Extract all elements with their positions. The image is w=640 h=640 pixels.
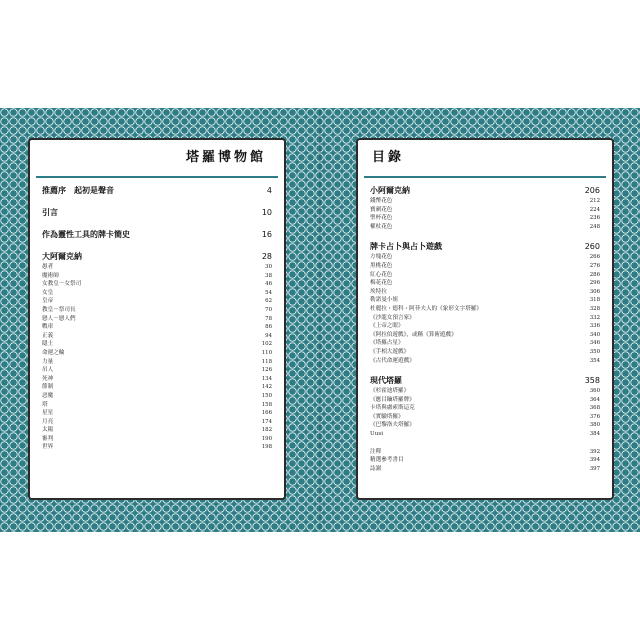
section-gap xyxy=(370,365,600,374)
toc-entry xyxy=(370,413,600,422)
entry-label: 《古代命運遊戲》 xyxy=(370,357,415,364)
entry-page-number: 150 xyxy=(261,392,272,399)
entry-page-number: 276 xyxy=(589,262,600,269)
entry-label: 審判 xyxy=(42,435,54,442)
toc-entry xyxy=(370,357,600,366)
toc-entry xyxy=(370,465,600,474)
toc-entry xyxy=(42,375,272,384)
entry-label: 戀人－戀人們 xyxy=(42,315,76,322)
section-page-number: 358 xyxy=(584,376,600,386)
toc-entry xyxy=(42,289,272,298)
section-label: 牌卡占卜與占卜遊戲 xyxy=(370,242,442,252)
toc-entry xyxy=(42,392,272,401)
book-gutter xyxy=(319,108,321,532)
entry-label: 紅心花色 xyxy=(370,271,393,278)
section-page-number: 28 xyxy=(261,252,272,261)
entry-label: 勒諾曼小姐 xyxy=(370,297,398,304)
entry-label: 寶劍花色 xyxy=(370,206,393,213)
entry-label: 誌謝 xyxy=(370,465,382,472)
entry-page-number: 46 xyxy=(265,281,272,288)
section-gap xyxy=(42,219,272,228)
entry-page-number: 364 xyxy=(589,396,600,403)
entry-page-number: 380 xyxy=(589,422,600,429)
entry-label: 《阿拉伯遊戲》，或稱《算術遊戲》 xyxy=(370,331,457,338)
toc-entry xyxy=(370,456,600,465)
entry-page-number: 110 xyxy=(261,349,272,356)
toc-section-heading xyxy=(42,250,272,263)
right-page xyxy=(356,138,614,500)
entry-page-number: 236 xyxy=(589,215,600,222)
section-page-number: 260 xyxy=(584,242,600,252)
entry-page-number: 354 xyxy=(589,357,600,364)
entry-page-number: 158 xyxy=(261,401,272,408)
toc-entry xyxy=(370,305,600,314)
entry-label: 《沙龍女預言家》 xyxy=(370,314,415,321)
toc-entry xyxy=(370,448,600,457)
entry-label: 注釋 xyxy=(370,448,382,455)
toc-entry xyxy=(42,323,272,332)
toc-section-heading xyxy=(370,374,600,387)
toc-entry xyxy=(42,315,272,324)
section-label: 大阿爾克納 xyxy=(42,252,82,261)
entry-label: 《巴黎洛夫塔羅》 xyxy=(370,422,415,429)
toc-entry xyxy=(42,426,272,435)
toc-entry xyxy=(370,223,600,232)
entry-label: 死神 xyxy=(42,375,54,382)
toc-entry xyxy=(42,332,272,341)
entry-page-number: 296 xyxy=(589,280,600,287)
entry-label: 聖杯花色 xyxy=(370,215,393,222)
toc-entry xyxy=(370,396,600,405)
toc-entry xyxy=(370,271,600,280)
toc-entry xyxy=(370,322,600,331)
page-title: 塔羅博物館 xyxy=(36,140,278,178)
entry-page-number: 248 xyxy=(589,223,600,230)
section-label: 引言 xyxy=(42,208,58,217)
entry-page-number: 392 xyxy=(589,448,600,455)
toc-entry xyxy=(370,430,600,439)
entry-label: 梅花花色 xyxy=(370,280,393,287)
toc-list xyxy=(358,178,612,473)
toc-entry xyxy=(42,358,272,367)
entry-label: 女皇 xyxy=(42,289,54,296)
entry-label: 埃特拉 xyxy=(370,288,387,295)
toc-section-heading xyxy=(42,228,272,241)
entry-label: 命運之輪 xyxy=(42,349,65,356)
toc-entry xyxy=(370,331,600,340)
entry-page-number: 70 xyxy=(265,306,272,313)
entry-page-number: 394 xyxy=(589,457,600,464)
toc-section-heading xyxy=(42,206,272,219)
entry-label: 月亮 xyxy=(42,418,54,425)
entry-page-number: 182 xyxy=(261,427,272,434)
entry-label: 正義 xyxy=(42,332,54,339)
left-page xyxy=(28,138,286,500)
entry-label: 黑桃花色 xyxy=(370,262,393,269)
entry-page-number: 134 xyxy=(261,375,272,382)
entry-label: 《杉霍迪塔羅》 xyxy=(370,388,410,395)
toc-entry xyxy=(370,206,600,215)
entry-page-number: 224 xyxy=(589,206,600,213)
entry-page-number: 174 xyxy=(261,418,272,425)
toc-entry xyxy=(370,404,600,413)
entry-label: Uusi xyxy=(370,431,383,438)
entry-page-number: 126 xyxy=(261,367,272,374)
toc-entry xyxy=(370,339,600,348)
entry-page-number: 102 xyxy=(261,341,272,348)
entry-label: 隱士 xyxy=(42,341,54,348)
toc-entry xyxy=(42,297,272,306)
entry-page-number: 266 xyxy=(589,254,600,261)
toc-entry xyxy=(42,443,272,452)
toc-section-heading xyxy=(370,184,600,197)
toc-list xyxy=(30,178,284,452)
entry-page-number: 78 xyxy=(265,315,272,322)
section-gap xyxy=(42,241,272,250)
toc-entry xyxy=(370,296,600,305)
entry-label: 愚者 xyxy=(42,264,54,270)
toc-entry xyxy=(370,279,600,288)
entry-page-number: 360 xyxy=(589,388,600,395)
toc-entry xyxy=(370,262,600,271)
toc-entry xyxy=(370,253,600,262)
entry-page-number: 94 xyxy=(265,332,272,339)
entry-label: 魔術師 xyxy=(42,272,59,279)
entry-label: 《實驗塔羅》 xyxy=(370,413,404,420)
entry-label: 力量 xyxy=(42,358,54,365)
entry-page-number: 62 xyxy=(265,298,272,305)
section-page-number: 10 xyxy=(261,208,272,217)
entry-label: 塔 xyxy=(42,401,48,408)
entry-label: 權杖花色 xyxy=(370,223,393,230)
toc-entry xyxy=(370,421,600,430)
entry-label: 戰車 xyxy=(42,324,54,331)
entry-page-number: 328 xyxy=(589,305,600,312)
toc-entry xyxy=(370,197,600,206)
entry-page-number: 142 xyxy=(261,384,272,391)
section-gap xyxy=(370,439,600,448)
entry-page-number: 190 xyxy=(261,435,272,442)
toc-entry xyxy=(42,280,272,289)
entry-page-number: 286 xyxy=(589,271,600,278)
toc-entry xyxy=(42,263,272,272)
entry-page-number: 350 xyxy=(589,348,600,355)
toc-entry xyxy=(42,435,272,444)
section-label: 小阿爾克納 xyxy=(370,186,410,195)
toc-entry xyxy=(42,409,272,418)
entry-page-number: 212 xyxy=(589,198,600,204)
toc-entry xyxy=(370,348,600,357)
entry-label: 《應目鑰塔羅牌》 xyxy=(370,396,415,403)
entry-page-number: 376 xyxy=(589,413,600,420)
entry-page-number: 54 xyxy=(265,289,272,296)
toc-entry xyxy=(42,340,272,349)
entry-label: 太陽 xyxy=(42,427,54,434)
entry-label: 《塔羅占星》 xyxy=(370,340,404,347)
section-label: 推薦序 起初是聲音 xyxy=(42,186,114,195)
section-label: 現代塔羅 xyxy=(370,376,402,386)
toc-entry xyxy=(370,314,600,323)
entry-page-number: 336 xyxy=(589,323,600,330)
entry-page-number: 198 xyxy=(261,444,272,451)
entry-page-number: 368 xyxy=(589,405,600,412)
toc-entry xyxy=(42,272,272,281)
entry-page-number: 86 xyxy=(265,324,272,331)
entry-page-number: 340 xyxy=(589,331,600,338)
section-page-number: 206 xyxy=(584,186,600,195)
entry-label: 教皇－祭司長 xyxy=(42,306,76,313)
toc-entry xyxy=(42,418,272,427)
toc-section-heading xyxy=(42,184,272,197)
entry-label: 惡魔 xyxy=(42,392,54,399)
entry-label: 節制 xyxy=(42,384,54,391)
section-gap xyxy=(42,197,272,206)
entry-label: 世界 xyxy=(42,444,54,451)
section-page-number: 4 xyxy=(266,186,272,195)
toc-entry xyxy=(370,288,600,297)
toc-entry xyxy=(42,383,272,392)
entry-page-number: 38 xyxy=(265,272,272,279)
section-page-number: 16 xyxy=(261,230,272,239)
entry-page-number: 397 xyxy=(589,465,600,472)
section-label: 作為靈性工具的牌卡簡史 xyxy=(42,230,130,239)
entry-label: 精選參考書目 xyxy=(370,457,404,464)
entry-page-number: 346 xyxy=(589,340,600,347)
entry-label: 錢幣花色 xyxy=(370,198,393,204)
entry-page-number: 318 xyxy=(589,297,600,304)
toc-entry xyxy=(370,387,600,396)
entry-label: 卡塔與盧索斯這克 xyxy=(370,405,415,412)
entry-label: 方塊花色 xyxy=(370,254,393,261)
entry-page-number: 166 xyxy=(261,410,272,417)
entry-label: 杜麗拉・德科・阿菲夫人的《象形文字塔羅》 xyxy=(370,305,482,312)
section-gap xyxy=(370,231,600,240)
entry-page-number: 306 xyxy=(589,288,600,295)
entry-page-number: 118 xyxy=(261,358,272,365)
toc-entry xyxy=(42,349,272,358)
toc-section-heading xyxy=(370,240,600,253)
entry-label: 吊人 xyxy=(42,367,54,374)
toc-entry xyxy=(42,366,272,375)
page-title: 目錄 xyxy=(364,140,606,178)
toc-entry xyxy=(42,401,272,410)
entry-label: 星星 xyxy=(42,410,54,417)
entry-page-number: 30 xyxy=(265,264,272,270)
entry-label: 女教皇－女祭司 xyxy=(42,281,82,288)
entry-label: 皇帝 xyxy=(42,298,54,305)
entry-page-number: 332 xyxy=(589,314,600,321)
entry-label: 《上帝之眼》 xyxy=(370,323,404,330)
entry-label: 《手相大遊戲》 xyxy=(370,348,410,355)
entry-page-number: 384 xyxy=(589,431,600,438)
toc-entry xyxy=(370,214,600,223)
toc-entry xyxy=(42,306,272,315)
